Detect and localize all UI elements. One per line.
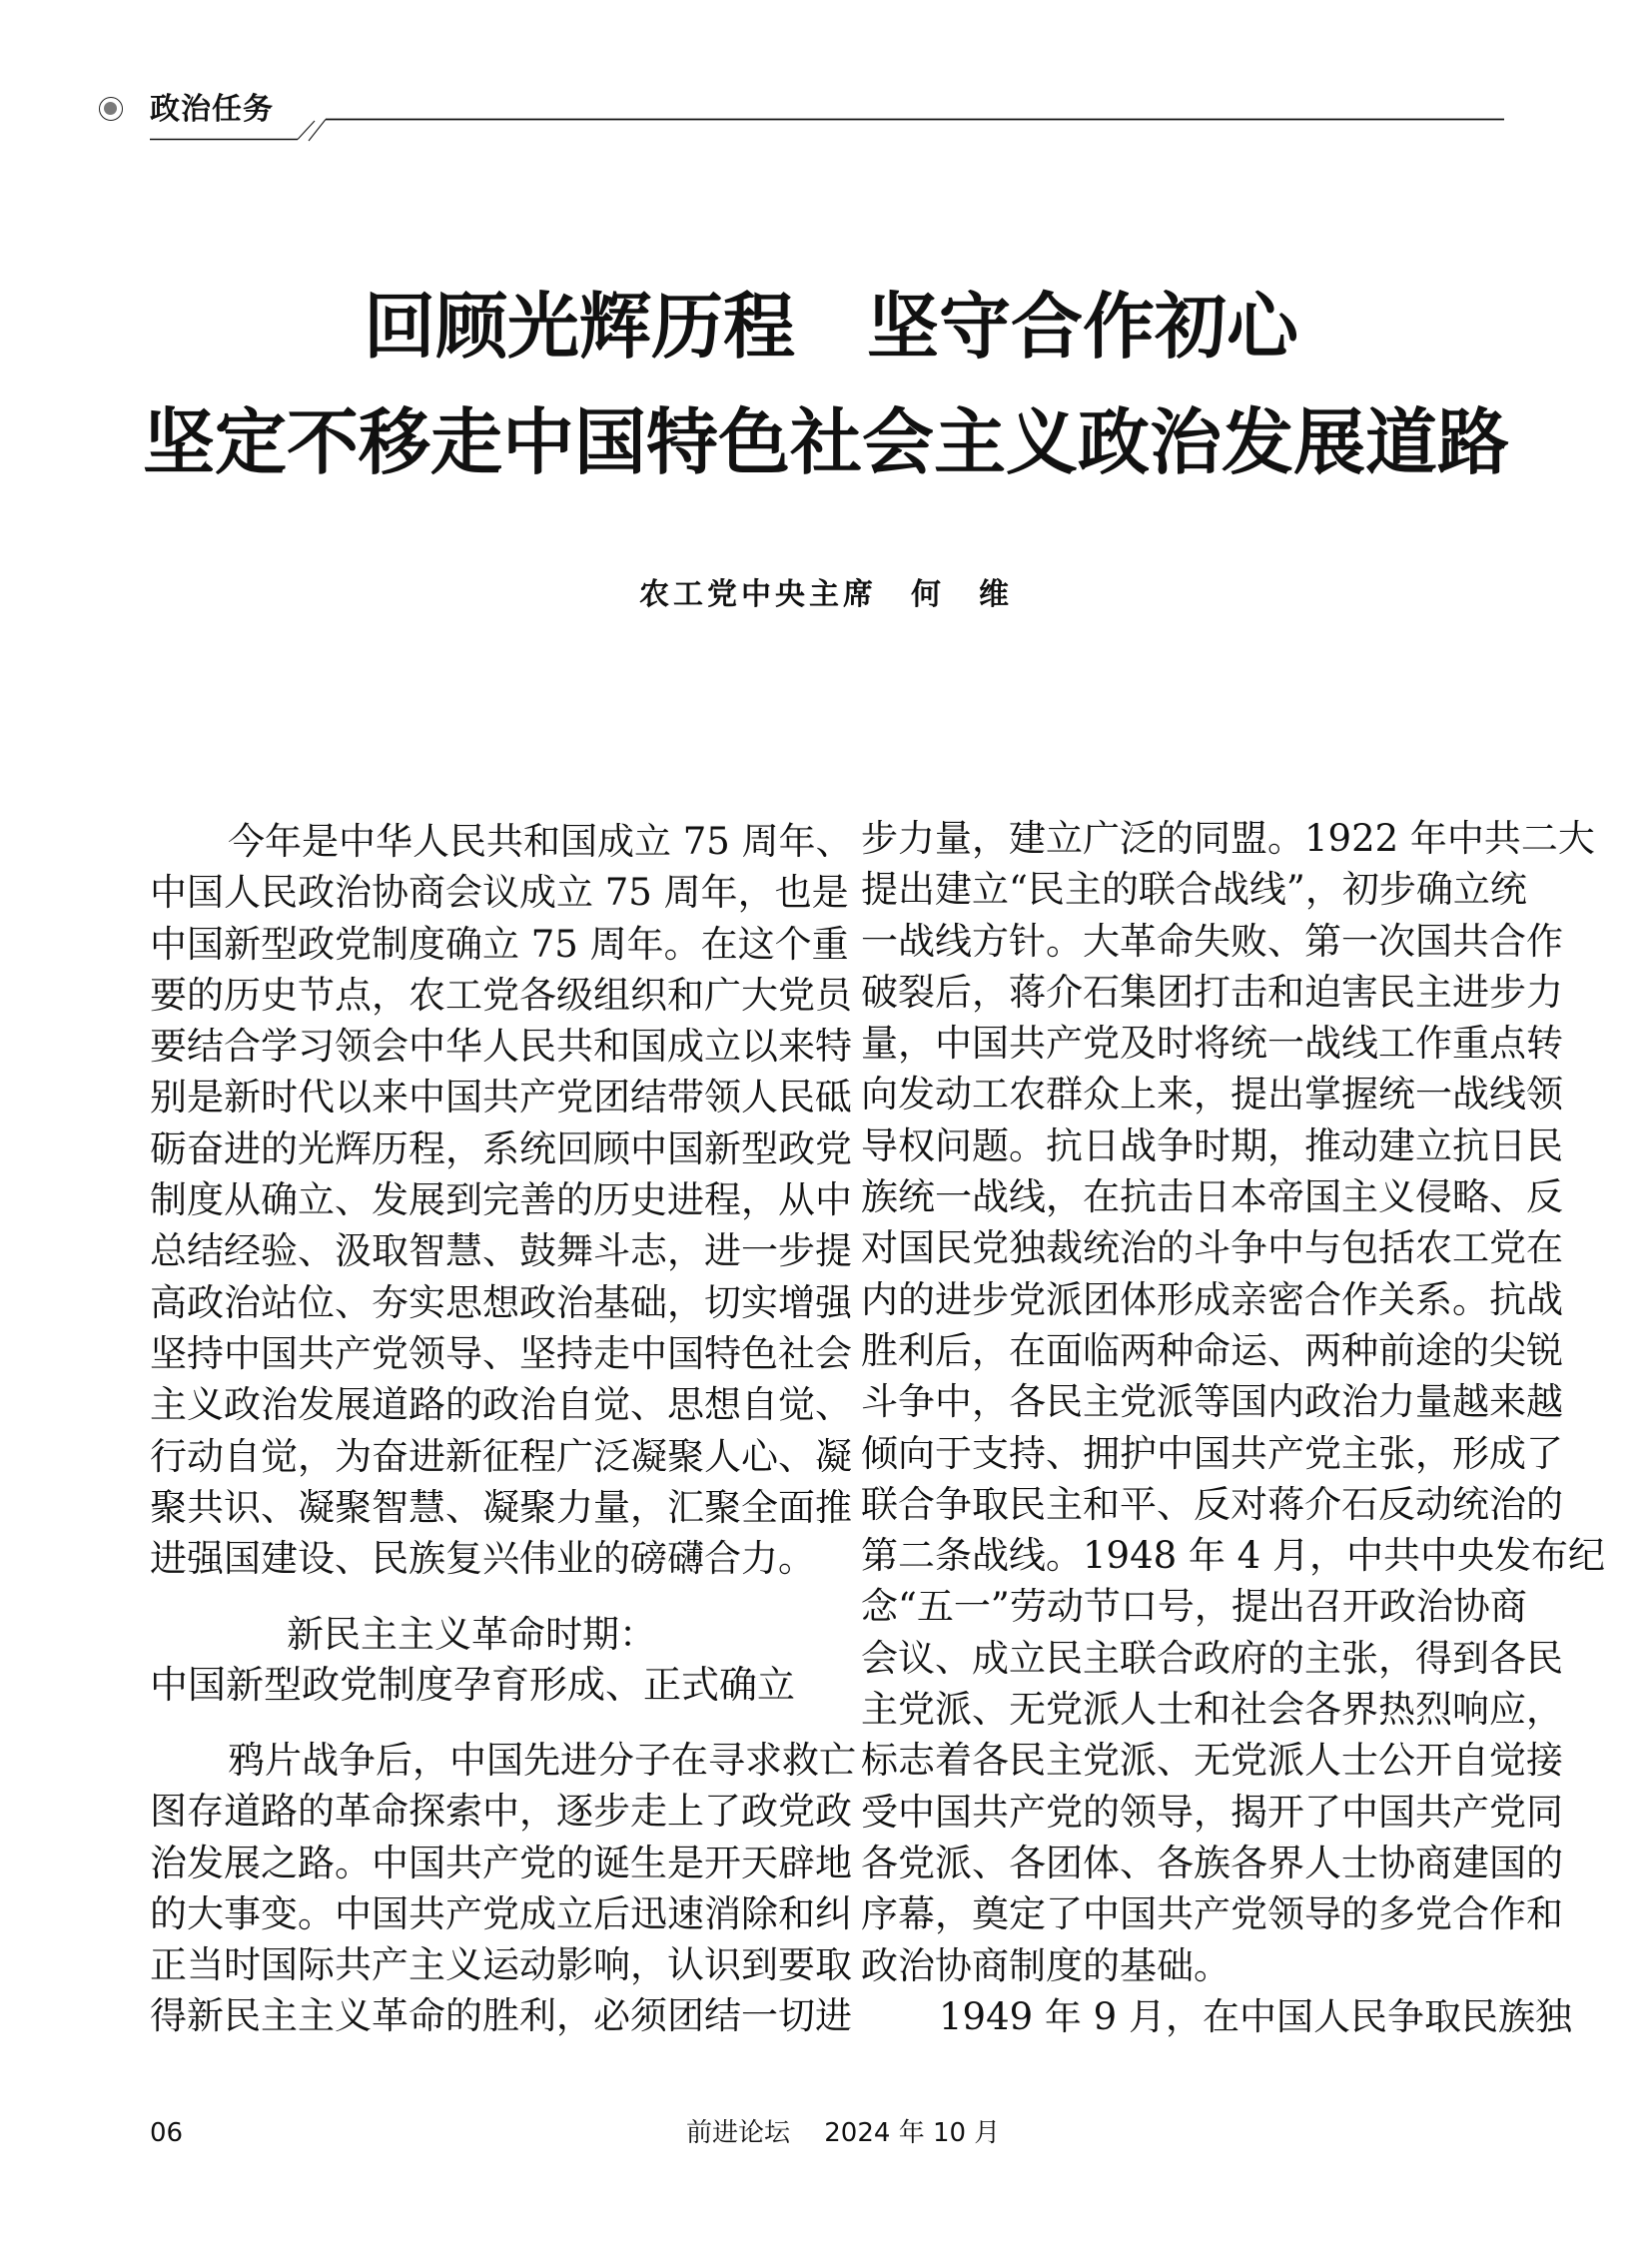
text-line: 要的历史节点，农工党各级组织和广大党员 xyxy=(150,973,852,1017)
header-rule xyxy=(0,0,1652,200)
text-line: 正当时国际共产主义运动影响，认识到要取 xyxy=(150,1943,852,1987)
text-line: 标志着各民主党派、无党派人士公开自觉接 xyxy=(861,1739,1563,1783)
text-line: 政治协商制度的基础。 xyxy=(861,1943,1231,1987)
text-line: 序幕，奠定了中国共产党领导的多党合作和 xyxy=(861,1892,1563,1936)
text-line: 量，中国共产党及时将统一战线工作重点转 xyxy=(861,1022,1563,1066)
left-column-paragraph-2 xyxy=(150,1735,856,2042)
text-line: 念“五一”劳动节口号，提出召开政治协商 xyxy=(861,1585,1527,1629)
left-column-paragraph-1 xyxy=(150,816,853,1584)
text-line: 鸦片战争后，中国先进分子在寻求救亡 xyxy=(228,1739,856,1782)
text-line: 第二条战线。1948 年 4 月，中共中央发布纪 xyxy=(861,1534,1605,1578)
text-line: 别是新时代以来中国共产党团结带领人民砥 xyxy=(150,1076,852,1120)
text-line: 高政治站位、夯实思想政治基础，切实增强 xyxy=(150,1280,852,1324)
text-line: 进强国建设、民族复兴伟业的磅礴合力。 xyxy=(150,1537,815,1581)
header-slash-2 xyxy=(309,120,326,142)
text-line: 联合争取民主和平、反对蒋介石反动统治的 xyxy=(861,1482,1563,1526)
text-line: 主义政治发展道路的政治自觉、思想自觉、 xyxy=(150,1383,852,1427)
article-title-line-1: 回顾光辉历程 坚守合作初心 xyxy=(363,285,1298,369)
text-line: 图存道路的革命探索中，逐步走上了政党政 xyxy=(150,1790,852,1834)
section-heading-line-2: 中国新型政党制度孕育形成、正式确立 xyxy=(150,1663,796,1707)
text-line: 提出建立“民主的联合战线”，初步确立统 xyxy=(861,868,1527,912)
text-line: 行动自觉，为奋进新征程广泛凝聚人心、凝 xyxy=(150,1434,852,1478)
text-line: 1949 年 9 月，在中国人民争取民族独 xyxy=(939,1994,1572,2038)
text-line: 胜利后，在面临两种命运、两种前途的尖锐 xyxy=(861,1328,1563,1372)
text-line: 对国民党独裁统治的斗争中与包括农工党在 xyxy=(861,1226,1563,1270)
text-line: 族统一战线，在抗击日本帝国主义侵略、反 xyxy=(861,1175,1563,1219)
page-number: 06 xyxy=(150,2118,184,2148)
article-title-line-2: 坚定不移走中国特色社会主义政治发展道路 xyxy=(142,400,1509,484)
text-line: 今年是中华人民共和国成立 75 周年、 xyxy=(228,820,853,863)
text-line: 砺奋进的光辉历程，系统回顾中国新型政党 xyxy=(150,1126,852,1170)
text-line: 倾向于支持、拥护中国共产党主张，形成了 xyxy=(861,1431,1563,1475)
text-line: 中国新型政党制度确立 75 周年。在这个重 xyxy=(150,922,849,966)
text-line: 主党派、无党派人士和社会各界热烈响应， xyxy=(861,1688,1563,1732)
journal-issue: 前进论坛 2024 年 10 月 xyxy=(686,2118,1001,2148)
text-line: 坚持中国共产党领导、坚持走中国特色社会 xyxy=(150,1331,852,1375)
text-line: 导权问题。抗日战争时期，推动建立抗日民 xyxy=(861,1123,1563,1167)
text-line: 会议、成立民主联合政府的主张，得到各民 xyxy=(861,1636,1563,1680)
text-line: 受中国共产党的领导，揭开了中国共产党同 xyxy=(861,1790,1563,1834)
article-author: 农工党中央主席 何 维 xyxy=(639,577,1013,612)
text-line: 内的进步党派团体形成亲密合作关系。抗战 xyxy=(861,1277,1563,1321)
text-line: 各党派、各团体、各族各界人士协商建国的 xyxy=(861,1841,1563,1884)
text-line: 中国人民政治协商会议成立 75 周年，也是 xyxy=(150,871,849,915)
right-column xyxy=(861,813,1605,2042)
section-label: 政治任务 xyxy=(150,92,274,127)
text-line: 一战线方针。大革命失败、第一次国共合作 xyxy=(861,919,1563,963)
section-heading-line-1: 新民主主义革命时期： xyxy=(287,1613,656,1656)
text-line: 聚共识、凝聚智慧、凝聚力量，汇聚全面推 xyxy=(150,1485,852,1529)
text-line: 要结合学习领会中华人民共和国成立以来特 xyxy=(150,1025,852,1069)
text-line: 的大事变。中国共产党成立后迅速消除和纠 xyxy=(150,1891,852,1935)
text-line: 总结经验、汲取智慧、鼓舞斗志，进一步提 xyxy=(150,1229,852,1273)
text-line: 得新民主主义革命的胜利，必须团结一切进 xyxy=(150,1994,852,2038)
text-line: 制度从确立、发展到完善的历史进程，从中 xyxy=(150,1178,852,1222)
text-line: 治发展之路。中国共产党的诞生是开天辟地 xyxy=(150,1841,852,1884)
text-line: 向发动工农群众上来，提出掌握统一战线领 xyxy=(861,1073,1563,1117)
text-line: 步力量，建立广泛的同盟。1922 年中共二大 xyxy=(861,817,1595,860)
text-line: 斗争中，各民主党派等国内政治力量越来越 xyxy=(861,1380,1563,1424)
text-line: 破裂后，蒋介石集团打击和迫害民主进步力 xyxy=(861,970,1563,1014)
